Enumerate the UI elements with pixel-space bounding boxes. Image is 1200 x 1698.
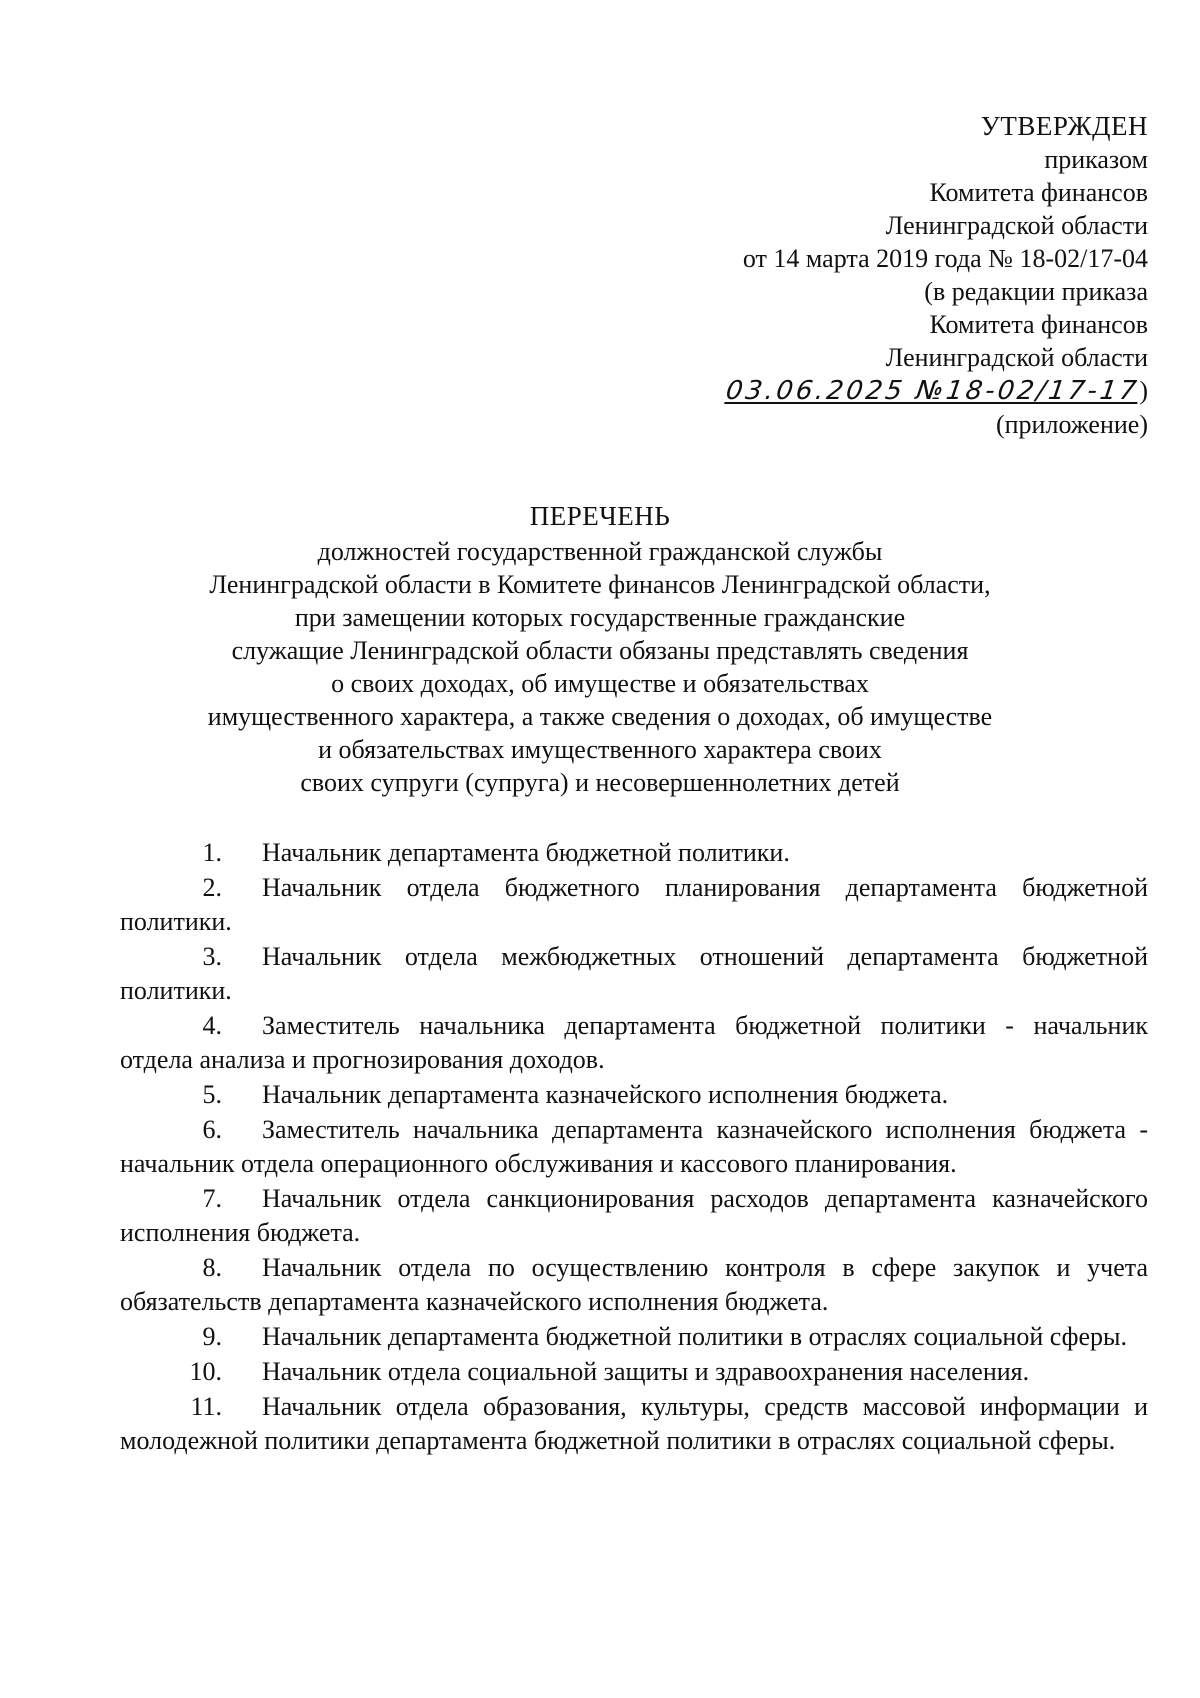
item-number: 1. (202, 838, 222, 867)
item-number: 7. (202, 1184, 222, 1213)
list-item (120, 1182, 1148, 1250)
approval-line: Комитета финансов (929, 178, 1148, 207)
approval-line: Ленинградской области (885, 343, 1148, 372)
list-item (120, 1355, 1148, 1389)
item-text: Заместитель начальника департамента казначейского исполнения бюджета - начальник отдела операционного обслуживания и кассового планирования. (120, 1115, 1148, 1178)
item-number: 11. (190, 1392, 222, 1421)
item-text: Начальник отдела образования, культуры, средств массовой информации и молодежной политики департамента бюджетной политики в отраслях социальной сферы. (120, 1392, 1148, 1455)
item-text: Начальник департамента казначейского исполнения бюджета. (262, 1080, 949, 1109)
list-item (120, 1390, 1148, 1458)
approval-heading: УТВЕРЖДЕН (980, 111, 1148, 141)
item-number: 2. (202, 873, 222, 902)
approval-appendix-label: (приложение) (995, 410, 1148, 439)
list-item (120, 871, 1148, 939)
list-item (120, 1251, 1148, 1319)
list-item (120, 1009, 1148, 1077)
item-text: Начальник отдела по осуществлению контроля в сфере закупок и учета обязательств департамента казначейского исполнения бюджета. (120, 1253, 1148, 1316)
handwritten-order-row (726, 374, 1148, 408)
item-number: 5. (202, 1080, 222, 1109)
item-text: Начальник департамента бюджетной политики в отраслях социальной сферы. (262, 1322, 1127, 1351)
title-line: должностей государственной гражданской службы (317, 537, 883, 566)
list-item (120, 940, 1148, 1008)
item-number: 9. (202, 1322, 222, 1351)
approval-line: Ленинградской области (885, 211, 1148, 240)
list-item (120, 1320, 1148, 1354)
item-number: 3. (202, 942, 222, 971)
title-line: имущественного характера, а также сведения о доходах, об имуществе (207, 702, 993, 731)
item-number: 8. (202, 1253, 222, 1282)
handwritten-order-number: 03.06.2025 №18-02/17-17 (724, 376, 1142, 406)
item-text: Начальник отдела межбюджетных отношений департамента бюджетной политики. (120, 942, 1148, 1005)
list-item (120, 836, 1148, 870)
item-text: Заместитель начальника департамента бюджетной политики - начальник отдела анализа и прогнозирования доходов. (120, 1011, 1148, 1074)
item-text: Начальник отдела санкционирования расходов департамента казначейского исполнения бюджета. (120, 1184, 1148, 1247)
approval-block (726, 110, 1148, 441)
title-line: Ленинградской области в Комитете финансов Ленинградской области, (209, 570, 991, 599)
title-line: при замещении которых государственные гражданские (294, 603, 906, 632)
list-item (120, 1113, 1148, 1181)
item-text: Начальник отдела бюджетного планирования департамента бюджетной политики. (120, 873, 1148, 936)
item-number: 10. (189, 1357, 222, 1386)
approval-line: (в редакции приказа (924, 277, 1148, 306)
document-title-block (0, 500, 1200, 799)
item-text: Начальник отдела социальной защиты и здравоохранения населения. (262, 1357, 1030, 1386)
item-number: 4. (202, 1011, 222, 1040)
approval-order-date: от 14 марта 2019 года № 18-02/17-04 (742, 244, 1148, 273)
title-line: о своих доходах, об имуществе и обязательствах (331, 669, 869, 698)
title-line: и обязательствах имущественного характера своих (318, 735, 882, 764)
document-heading: ПЕРЕЧЕНЬ (529, 501, 671, 531)
item-text: Начальник департамента бюджетной политики. (262, 838, 790, 867)
title-line: своих супруги (супруга) и несовершеннолетних детей (300, 768, 900, 797)
positions-list (120, 836, 1148, 1459)
approval-line: Комитета финансов (929, 310, 1148, 339)
item-number: 6. (202, 1115, 222, 1144)
list-item (120, 1078, 1148, 1112)
closing-paren: ) (1139, 376, 1148, 405)
approval-line: приказом (1044, 145, 1148, 174)
title-line: служащие Ленинградской области обязаны представлять сведения (231, 636, 969, 665)
